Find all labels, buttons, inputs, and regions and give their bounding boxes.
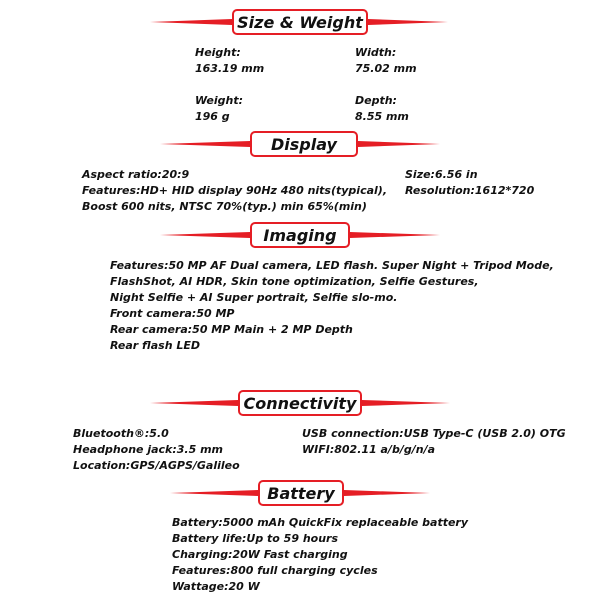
- left-accent-wedge: [160, 232, 250, 238]
- weight-value: 196 g: [195, 110, 230, 123]
- section-title: Size & Weight: [232, 9, 368, 35]
- battery-line: Charging:20W Fast charging: [172, 548, 348, 561]
- depth-value: 8.55 mm: [355, 110, 409, 123]
- aspect-ratio: Aspect ratio:20:9: [82, 168, 190, 181]
- display-features-line-1: Features:HD+ HID display 90Hz 480 nits(typical),: [82, 184, 387, 197]
- battery-line: Battery:5000 mAh QuickFix replaceable battery: [172, 516, 469, 529]
- depth-label: Depth:: [355, 94, 397, 107]
- section-title: Connectivity: [238, 390, 362, 416]
- bluetooth: Bluetooth®:5.0: [73, 427, 169, 440]
- weight-label: Weight:: [195, 94, 244, 107]
- display-size: Size:6.56 in: [405, 168, 478, 181]
- battery-line: Wattage:20 W: [172, 580, 260, 593]
- imaging-line: Rear camera:50 MP Main + 2 MP Depth: [110, 323, 353, 336]
- right-accent-wedge: [358, 141, 440, 147]
- size-weight-header: [0, 8, 600, 38]
- imaging-line: Night Selfie + AI Super portrait, Selfie slo-mo.: [110, 291, 398, 304]
- wifi: WIFI:802.11 a/b/g/n/a: [302, 443, 436, 456]
- battery-header: [0, 479, 600, 509]
- right-accent-wedge: [344, 490, 430, 496]
- display-header: [0, 130, 600, 160]
- usb-connection: USB connection:USB Type-C (USB 2.0) OTG: [302, 427, 566, 440]
- right-accent-wedge: [350, 232, 440, 238]
- battery-line: Battery life:Up to 59 hours: [172, 532, 339, 545]
- section-title: Display: [250, 131, 358, 157]
- display-resolution: Resolution:1612*720: [405, 184, 535, 197]
- height-value: 163.19 mm: [195, 62, 265, 75]
- width-value: 75.02 mm: [355, 62, 417, 75]
- battery-line: Features:800 full charging cycles: [172, 564, 378, 577]
- left-accent-wedge: [160, 141, 250, 147]
- section-title: Battery: [258, 480, 344, 506]
- display-features-line-2: Boost 600 nits, NTSC 70%(typ.) min 65%(min): [82, 200, 367, 213]
- width-label: Width:: [355, 46, 397, 59]
- imaging-line: Features:50 MP AF Dual camera, LED flash. Super Night + Tripod Mode,: [110, 259, 554, 272]
- location: Location:GPS/AGPS/Galileo: [73, 459, 240, 472]
- headphone-jack: Headphone jack:3.5 mm: [73, 443, 224, 456]
- imaging-line: Rear flash LED: [110, 339, 201, 352]
- imaging-header: [0, 221, 600, 251]
- section-title: Imaging: [250, 222, 350, 248]
- imaging-line: FlashShot, AI HDR, Skin tone optimization, Selfie Gestures,: [110, 275, 479, 288]
- connectivity-header: [0, 389, 600, 419]
- height-label: Height:: [195, 46, 241, 59]
- left-accent-wedge: [150, 400, 238, 406]
- right-accent-wedge: [362, 400, 450, 406]
- left-accent-wedge: [150, 19, 232, 25]
- right-accent-wedge: [368, 19, 448, 25]
- left-accent-wedge: [170, 490, 258, 496]
- imaging-line: Front camera:50 MP: [110, 307, 235, 320]
